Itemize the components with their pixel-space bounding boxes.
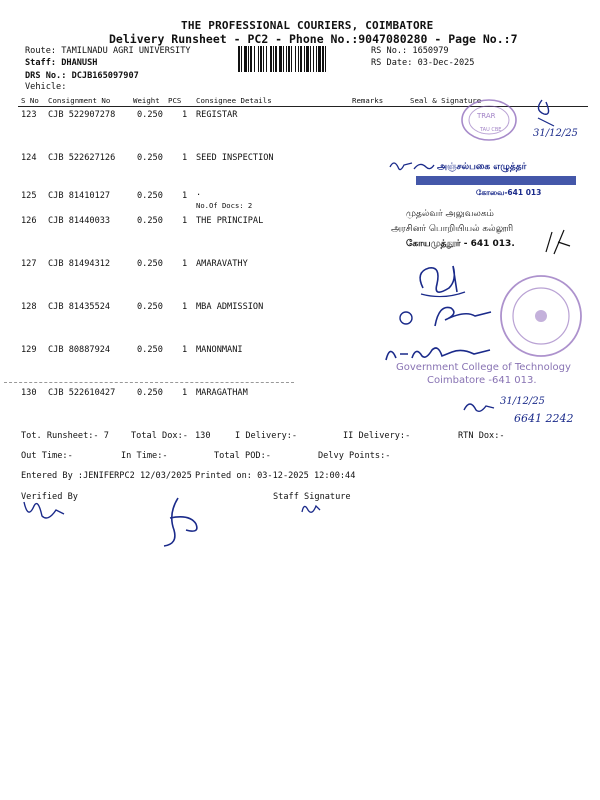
row-pcs: 1 <box>182 153 188 163</box>
row-sno: 129 <box>21 345 37 355</box>
row-pcs: 1 <box>182 388 188 398</box>
barcode-bar <box>250 46 252 72</box>
route-label: Route: TAMILNADU AGRI UNIVERSITY <box>25 46 191 56</box>
company-title: THE PROFESSIONAL COURIERS, COIMBATORE <box>181 19 434 32</box>
row-weight: 0.250 <box>137 110 163 120</box>
barcode-bar <box>300 46 302 72</box>
barcode-bar <box>286 46 287 72</box>
tamil-stamp-block <box>416 176 576 185</box>
row-pcs: 1 <box>182 345 188 355</box>
row-consignment: CJB 522627126 <box>48 153 116 163</box>
row-weight: 0.250 <box>137 302 163 312</box>
signature-128 <box>395 298 515 332</box>
barcode-bar <box>260 46 262 72</box>
col-seal-signature: Seal & Signature <box>410 96 482 105</box>
barcode-bar <box>238 46 240 72</box>
verifier-signature-large <box>150 494 210 550</box>
handwritten-date-top: 31/12/25 <box>533 128 578 139</box>
row-pcs: 1 <box>182 216 188 226</box>
col-sno: S No <box>21 96 39 105</box>
principal-stamp-line2: அரசினர் பொறியியல் கல்லூரி <box>391 224 514 234</box>
barcode-bar <box>248 46 249 72</box>
row-sno: 124 <box>21 153 37 163</box>
barcode-bar <box>310 46 311 72</box>
handwritten-mark-126 <box>538 222 578 262</box>
barcode-bar <box>283 46 284 72</box>
row-pcs: 1 <box>182 302 188 312</box>
barcode-bar <box>304 46 305 72</box>
barcode-bar <box>275 46 277 72</box>
barcode-bar <box>254 46 255 72</box>
out-time: Out Time:- <box>21 451 73 461</box>
total-dox-value: 130 <box>195 431 211 441</box>
barcode-bar <box>263 46 264 72</box>
col-pcs: PCS <box>168 96 182 105</box>
row-weight: 0.250 <box>137 216 163 226</box>
row-consignee: THE PRINCIPAL <box>196 216 264 226</box>
vehicle-label: Vehicle: <box>25 82 67 92</box>
entered-by: Entered By :JENIFERPC2 12/03/2025 <box>21 471 192 481</box>
row-consignment: CJB 81410127 <box>48 191 111 201</box>
row-consignee: SEED INSPECTION <box>196 153 274 163</box>
round-seal-top <box>455 98 527 148</box>
in-time: In Time:- <box>121 451 168 461</box>
row-consignment: CJB 81440033 <box>48 216 111 226</box>
col-weight: Weight <box>133 96 160 105</box>
row-note: No.Of Docs: 2 <box>196 201 253 210</box>
row-sno: 127 <box>21 259 37 269</box>
barcode-bar <box>318 46 321 72</box>
gct-stamp-line1: Government College of Technology <box>396 362 571 373</box>
row-weight: 0.250 <box>137 191 163 201</box>
total-dox-label: Total Dox:- <box>131 431 188 441</box>
barcode-bar <box>270 46 272 72</box>
tamil-stamp-line1: அஞ்சல்பகை எழுத்தர் <box>437 162 527 172</box>
staff-signature-mark <box>298 500 324 518</box>
row-sno: 128 <box>21 302 37 312</box>
barcode-bar <box>258 46 259 72</box>
tamil-stamp-line2: கோவை-641 013 <box>476 188 542 197</box>
signature-127 <box>413 258 473 302</box>
rs-number: RS No.: 1650979 <box>371 46 449 56</box>
total-runsheet: Tot. Runsheet:- 7 <box>21 431 109 441</box>
total-pod: Total POD:- <box>214 451 271 461</box>
barcode-bar <box>291 46 292 72</box>
row-pcs: 1 <box>182 191 188 201</box>
row-sno: 130 <box>21 388 37 398</box>
barcode-bar <box>322 46 324 72</box>
row-pcs: 1 <box>182 259 188 269</box>
rs-date: RS Date: 03-Dec-2025 <box>371 58 475 68</box>
handwritten-signature-130 <box>460 396 500 416</box>
col-consignment: Consignment No <box>48 96 111 105</box>
gct-stamp-line2: Coimbatore -641 013. <box>427 375 537 386</box>
barcode-bar <box>316 46 317 72</box>
handwritten-date-130: 31/12/25 <box>500 396 545 407</box>
barcode-bar <box>241 46 242 72</box>
principal-stamp-line1: முதல்வர் அலுவலகம் <box>406 209 494 219</box>
row-consignee: AMARAVATHY <box>196 259 248 269</box>
col-remarks: Remarks <box>352 96 384 105</box>
row-weight: 0.250 <box>137 153 163 163</box>
row-pcs: 1 <box>182 110 188 120</box>
barcode-bar <box>273 46 274 72</box>
row-consignment: CJB 522610427 <box>48 388 116 398</box>
row-consignment: CJB 80887924 <box>48 345 111 355</box>
row-consignment: CJB 522907278 <box>48 110 116 120</box>
staff-signature-label: Staff Signature <box>273 492 351 502</box>
row-sno: 123 <box>21 110 37 120</box>
delivery-points: Delvy Points:- <box>318 451 391 461</box>
row-sno: 125 <box>21 191 37 201</box>
barcode-bar <box>313 46 314 72</box>
handwritten-number: 6641 2242 <box>514 412 574 425</box>
barcode-bar <box>288 46 290 72</box>
ii-delivery: II Delivery:- <box>343 431 411 441</box>
row-consignee: . <box>196 188 202 198</box>
barcode-bar <box>244 46 247 72</box>
row-consignee: MBA ADMISSION <box>196 302 264 312</box>
barcode-bar <box>298 46 299 72</box>
row-weight: 0.250 <box>137 388 163 398</box>
barcode-bar <box>325 46 326 72</box>
row-consignee: REGISTAR <box>196 110 238 120</box>
row-sno: 126 <box>21 216 37 226</box>
barcode <box>238 46 368 72</box>
verified-by-signature <box>20 496 70 524</box>
i-delivery: I Delivery:- <box>235 431 298 441</box>
row-consignment: CJB 81435524 <box>48 302 111 312</box>
drs-label: DRS No.: DCJB165097907 <box>25 71 139 81</box>
barcode-bar <box>279 46 282 72</box>
row-weight: 0.250 <box>137 259 163 269</box>
barcode-bar <box>295 46 296 72</box>
printed-on: Printed on: 03-12-2025 12:00:44 <box>195 471 356 481</box>
row-consignee: MARAGATHAM <box>196 388 248 398</box>
row-consignee: MANONMANI <box>196 345 243 355</box>
verified-by-label: Verified By <box>21 492 78 502</box>
staff-label: Staff: DHANUSH <box>25 58 98 68</box>
col-consignee: Consignee Details <box>196 96 272 105</box>
row-consignment: CJB 81494312 <box>48 259 111 269</box>
rtn-dox: RTN Dox:- <box>458 431 505 441</box>
barcode-bar <box>306 46 309 72</box>
svg-text:TAU CBE: TAU CBE <box>480 127 502 133</box>
row-divider <box>4 382 294 383</box>
principal-stamp-line3: கோயமுத்தூர் - 641 013. <box>406 239 515 249</box>
row-weight: 0.250 <box>137 345 163 355</box>
barcode-bar <box>266 46 267 72</box>
runsheet-title: Delivery Runsheet - PC2 - Phone No.:9047080280 - Page No.:7 <box>109 32 518 46</box>
svg-text:TRAR: TRAR <box>477 112 496 120</box>
